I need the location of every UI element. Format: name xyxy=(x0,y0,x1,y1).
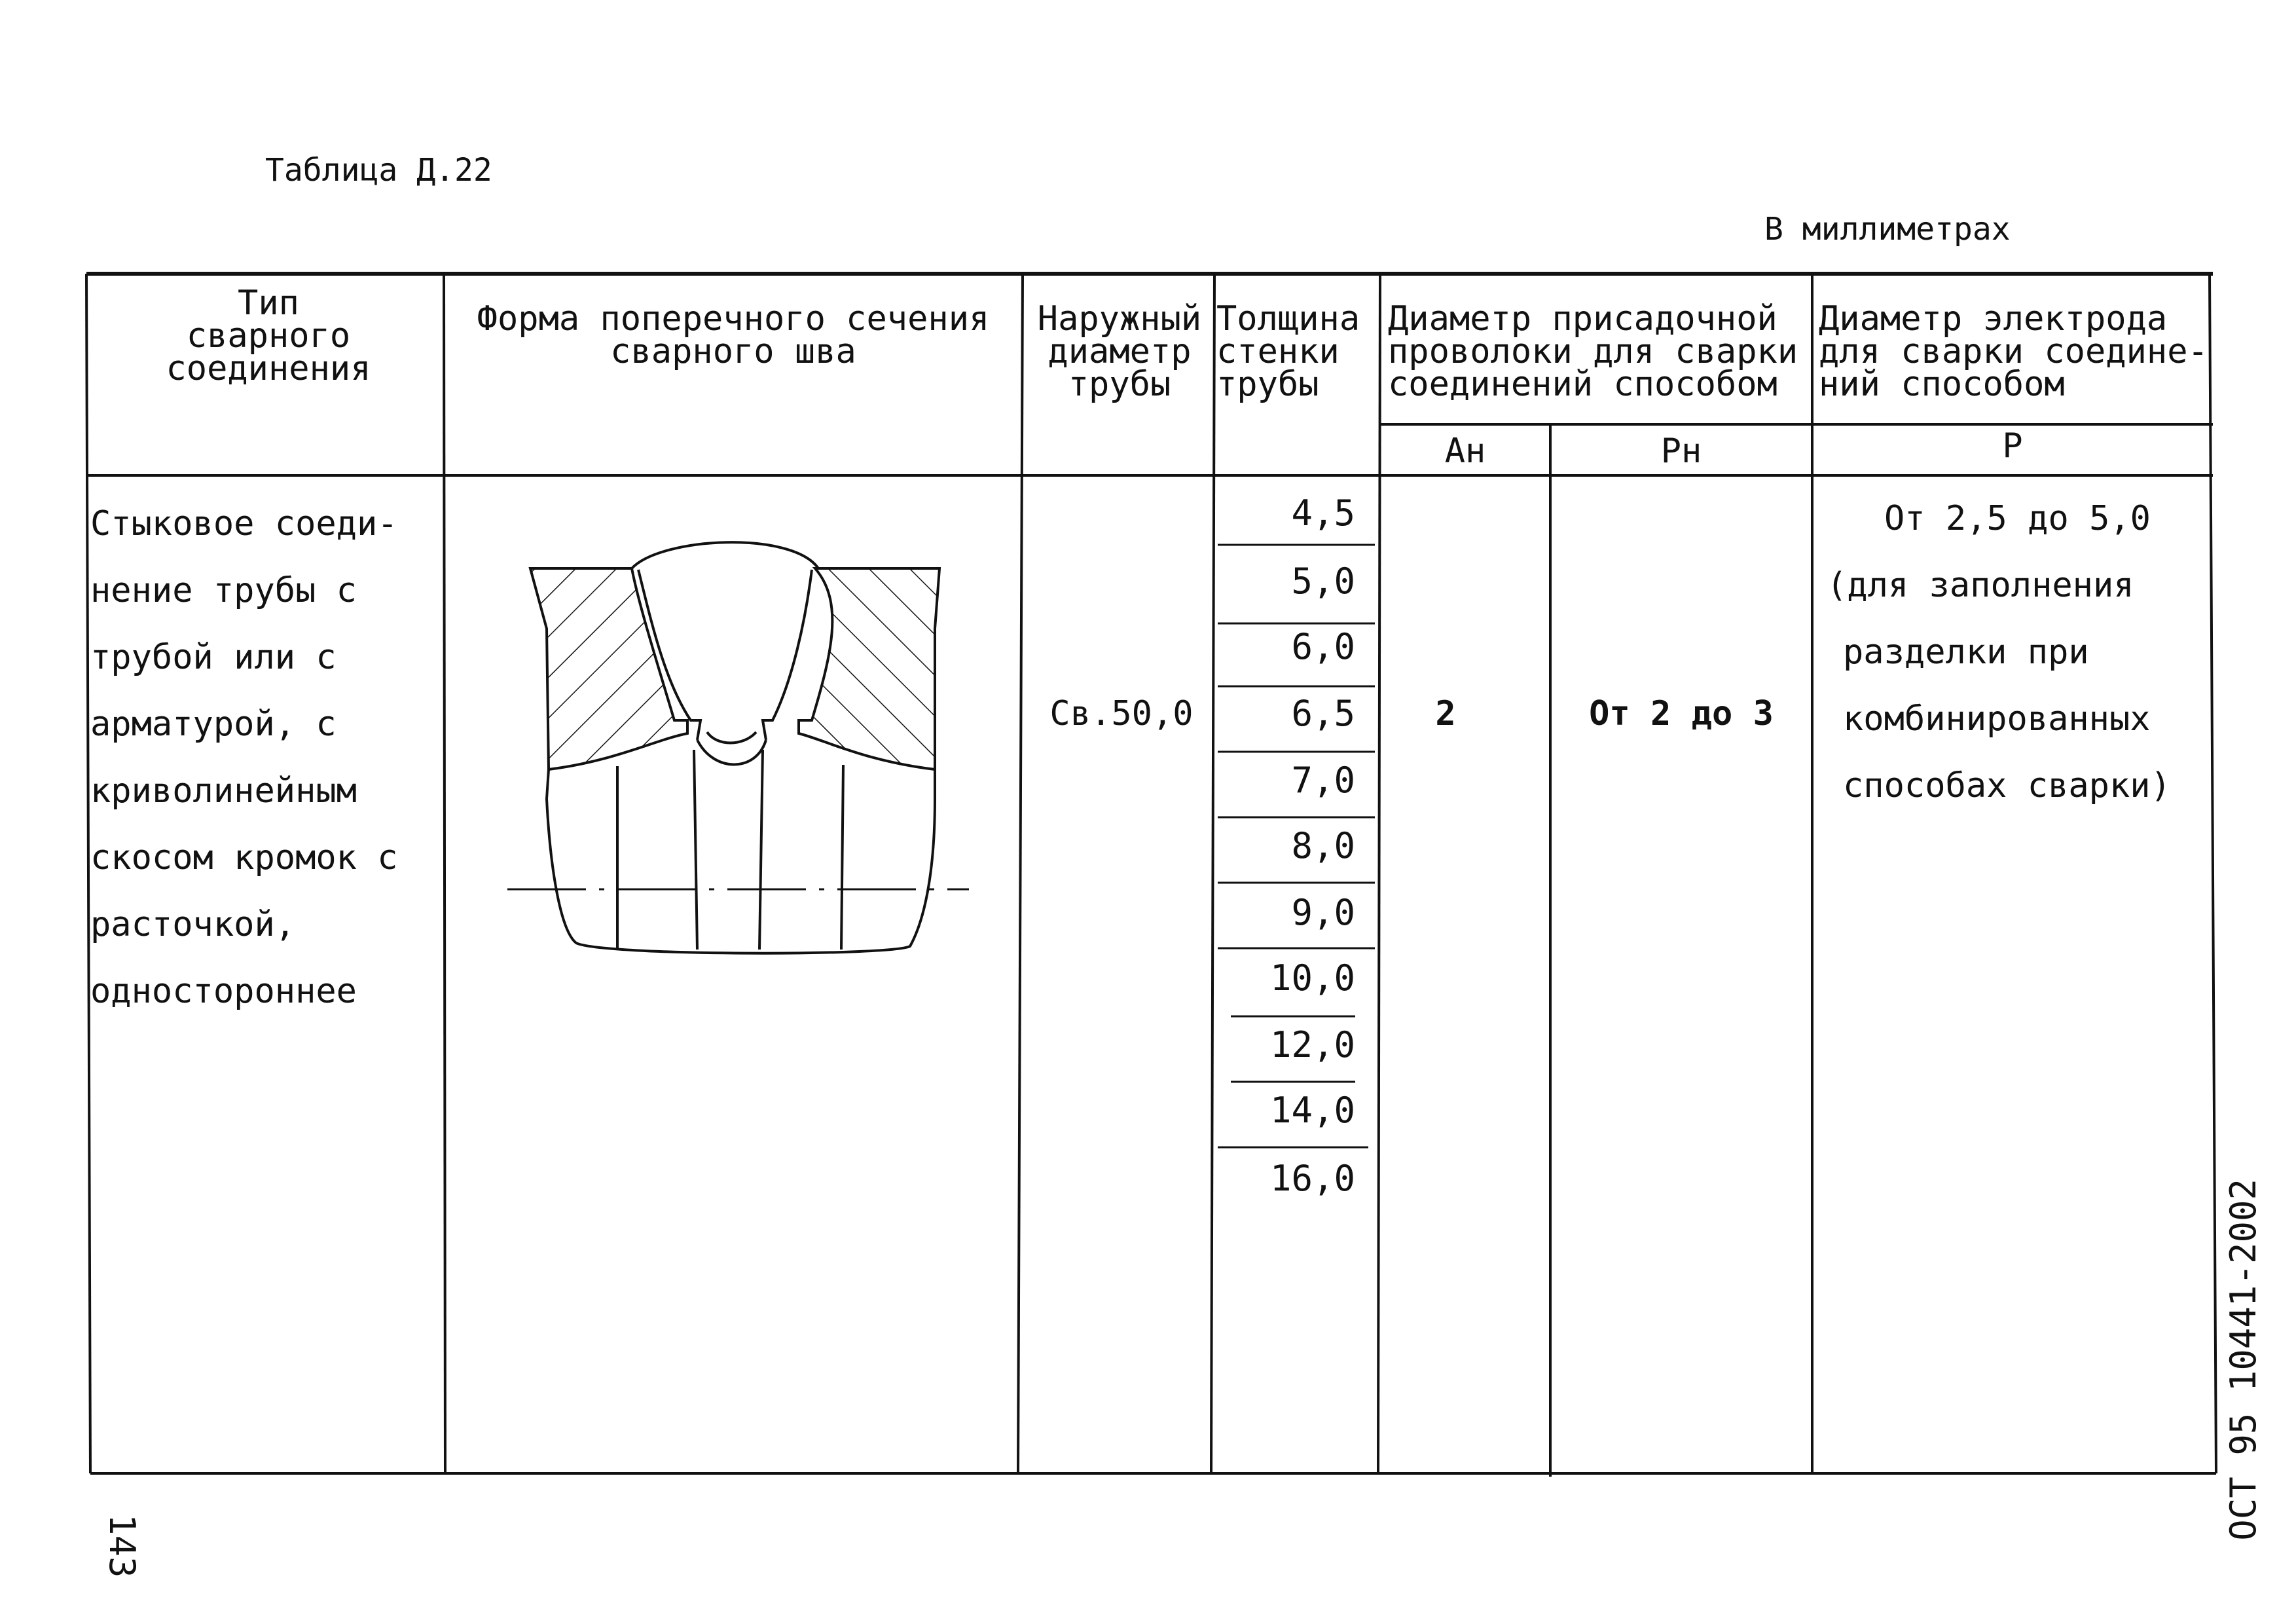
subheader-rn: Рн xyxy=(1660,432,1702,471)
thickness-value: 16,0 xyxy=(1269,1158,1355,1199)
joint-type-line: Стыковое соеди- xyxy=(90,504,398,544)
table-title: Таблица Д.22 xyxy=(265,152,492,189)
thickness-value: 9,0 xyxy=(1291,892,1355,933)
header-outer-diameter: Наружный диаметр трубы xyxy=(1037,299,1202,404)
joint-type-line: арматурой, с xyxy=(90,705,337,744)
joint-type-line: одностороннее xyxy=(90,972,357,1011)
header-wall: Толщина стенки трубы xyxy=(1216,299,1360,404)
thickness-value: 5,0 xyxy=(1291,561,1355,602)
thickness-value: 14,0 xyxy=(1269,1090,1355,1131)
units-label: В миллиметрах xyxy=(1764,211,2011,248)
subheader-r: Р xyxy=(2002,426,2023,466)
header-filler: Диаметр присадочной проволоки для сварки соединений способом xyxy=(1388,299,1798,404)
document-code: ОСТ 95 10441-2002 xyxy=(2223,1179,2264,1541)
page-number: 143 xyxy=(101,1514,143,1578)
r-value-line: От 2,5 до 5,0 xyxy=(1884,499,2151,538)
r-value-line: разделки при xyxy=(1843,633,2089,672)
rn-value: От 2 до 3 xyxy=(1589,694,1774,733)
joint-type-line: трубой или с xyxy=(90,638,337,677)
r-value-line: комбинированных xyxy=(1843,699,2151,739)
thickness-value: 10,0 xyxy=(1269,957,1355,999)
weld-cross-section-drawing xyxy=(498,524,982,982)
r-value-line: способах сварки) xyxy=(1843,766,2171,805)
outer-diameter-value: Св.50,0 xyxy=(1049,694,1194,733)
thickness-value: 6,5 xyxy=(1291,693,1355,734)
joint-type-line: расточкой, xyxy=(90,905,296,944)
subheader-an: Ан xyxy=(1444,432,1486,471)
header-electrode: Диаметр электрода для сварки соедине- ний способом xyxy=(1819,299,2208,404)
thickness-value: 12,0 xyxy=(1269,1024,1355,1065)
thickness-value: 8,0 xyxy=(1291,825,1355,866)
thickness-value: 6,0 xyxy=(1291,626,1355,667)
r-value-line: (для заполнения xyxy=(1827,566,2134,605)
thickness-value: 7,0 xyxy=(1291,760,1355,801)
joint-type-line: нение трубы с xyxy=(90,571,357,610)
thickness-value: 4,5 xyxy=(1291,492,1355,534)
an-value: 2 xyxy=(1435,694,1456,733)
joint-type-line: скосом кромок с xyxy=(90,838,398,877)
header-type: Тип сварного соединения xyxy=(166,284,371,388)
joint-type-line: криволинейным xyxy=(90,771,357,811)
header-form: Форма поперечного сечения сварного шва xyxy=(477,299,990,371)
